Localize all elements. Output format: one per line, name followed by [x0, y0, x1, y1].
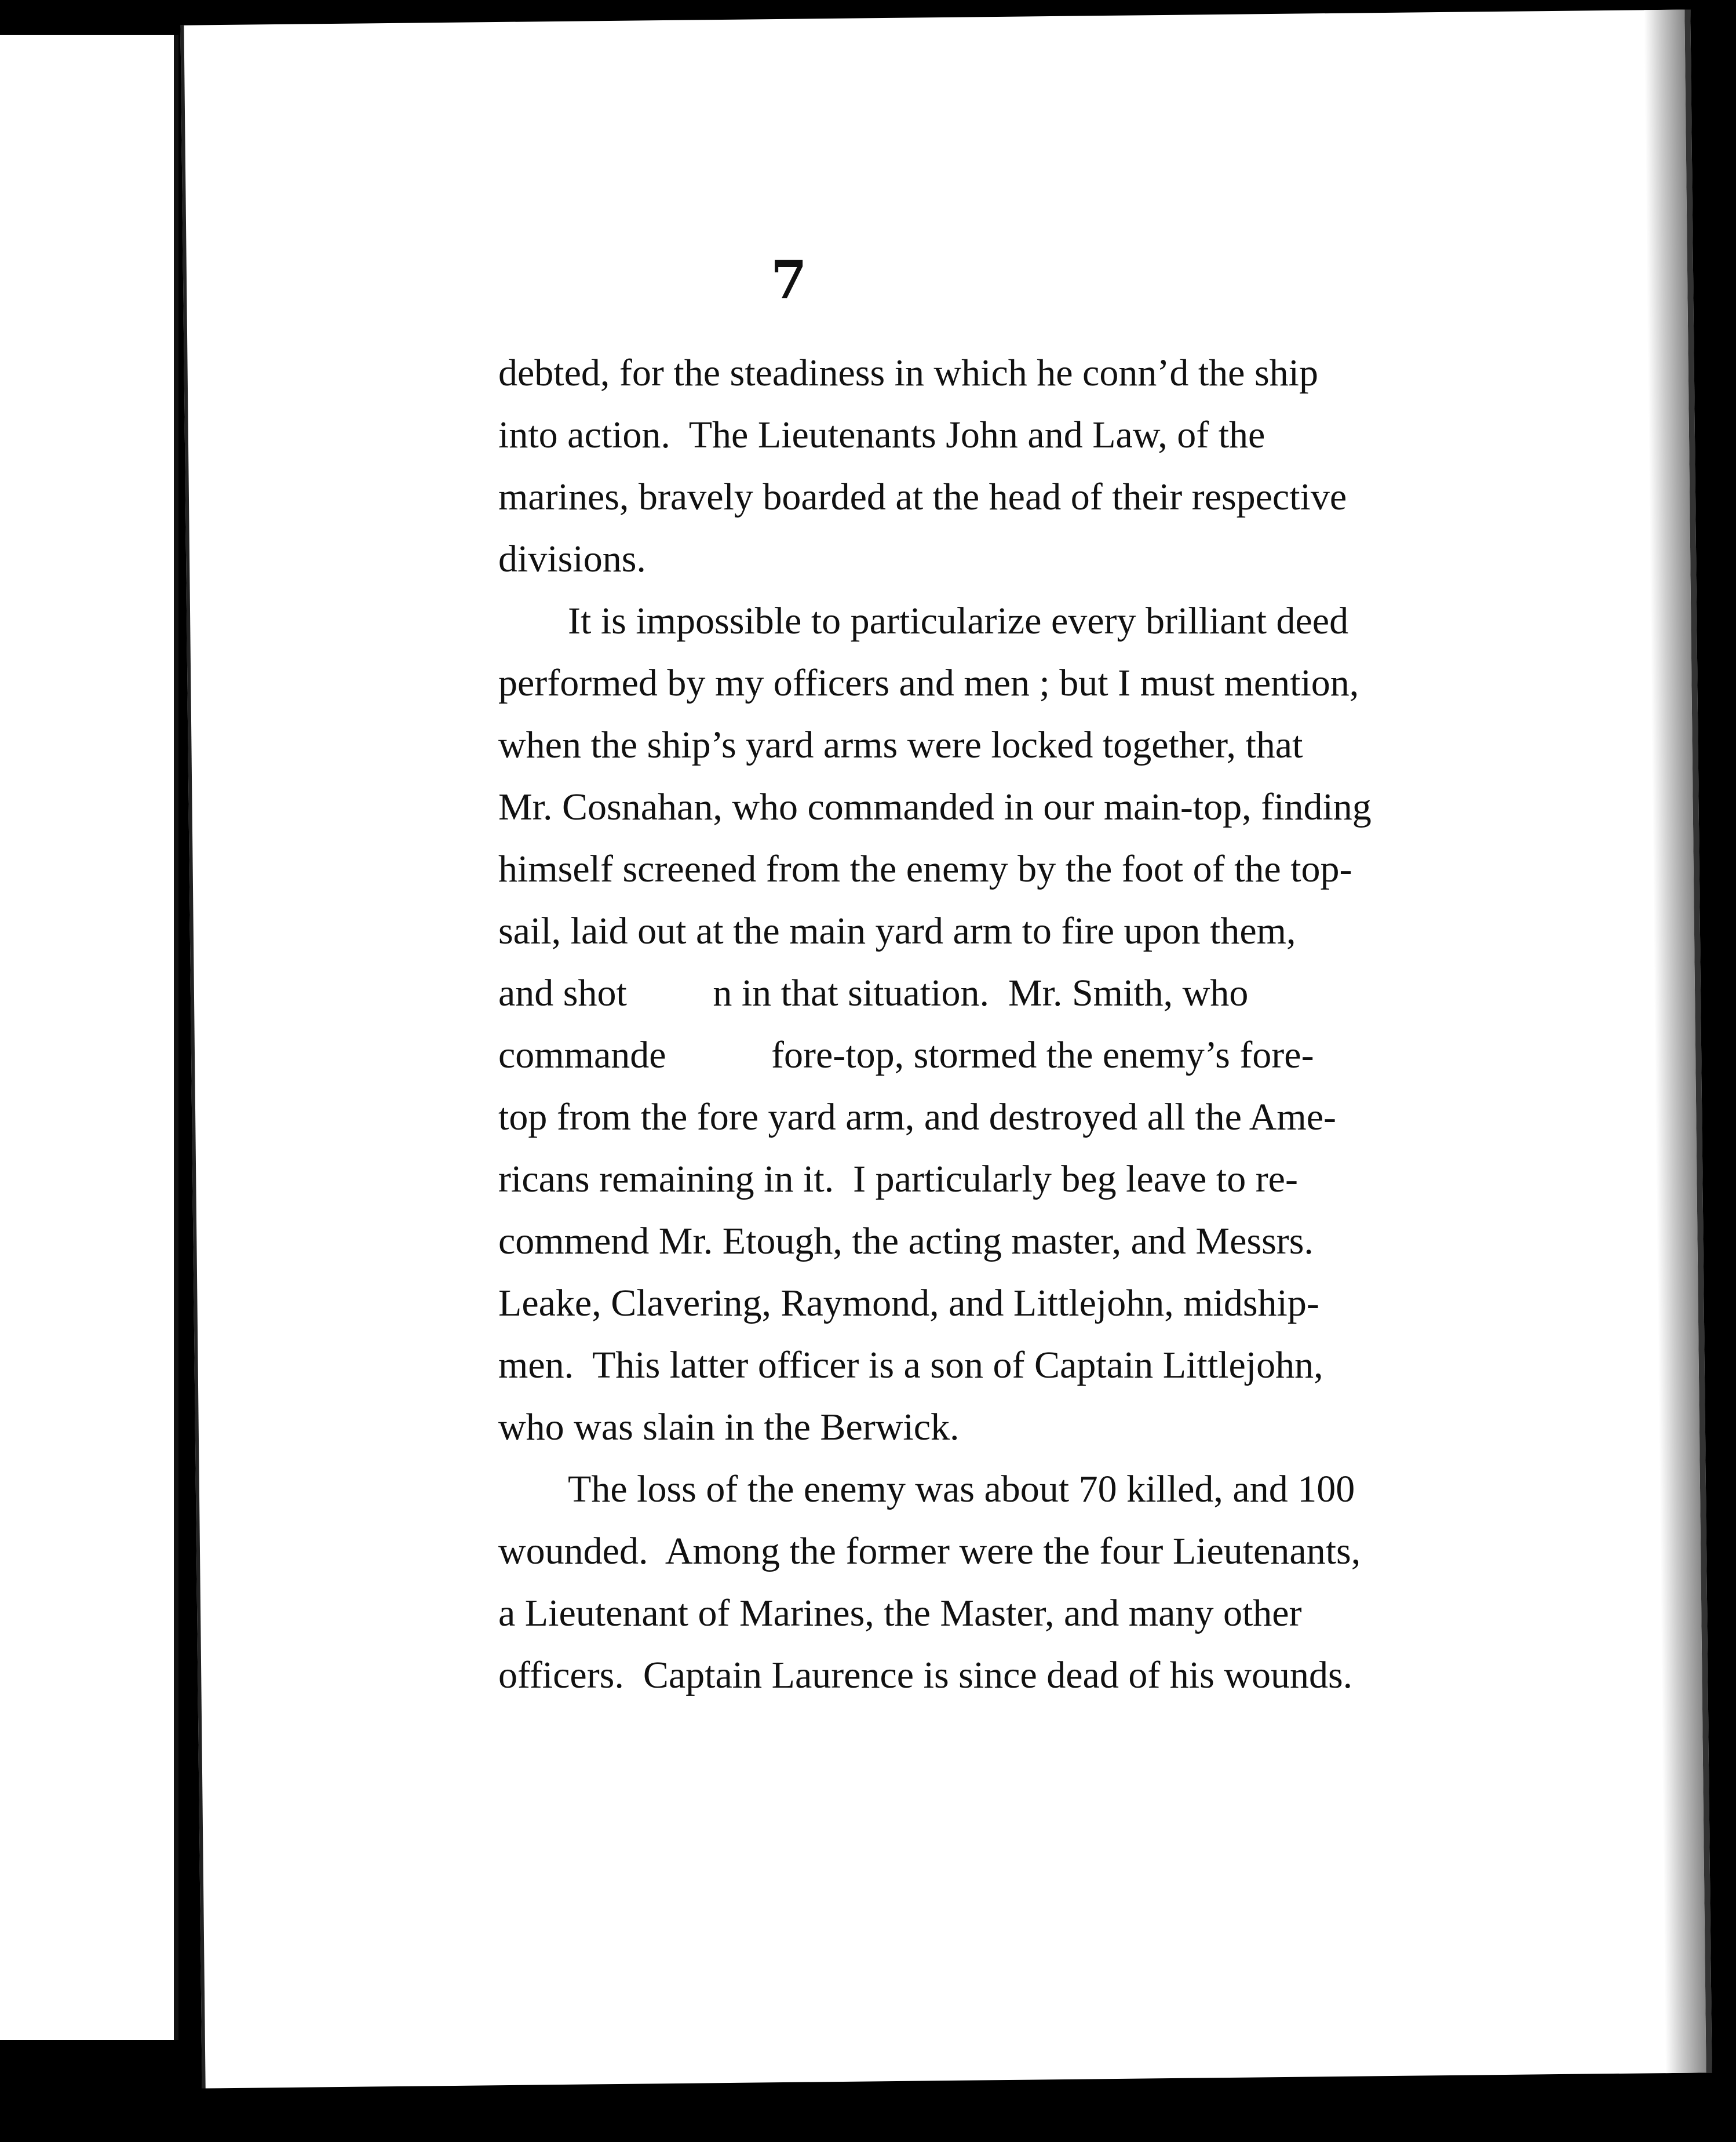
text-line: Leake, Clavering, Raymond, and Littlejohn, midship-	[498, 1282, 1319, 1324]
text-line: a Lieutenant of Marines, the Master, and many other	[498, 1592, 1302, 1634]
text-line: divisions.	[498, 538, 646, 580]
page-shadow-edge	[1644, 10, 1706, 2074]
text-line: top from the fore yard arm, and destroyed all the Ame-	[498, 1096, 1337, 1138]
text-line: wounded. Among the former were the four Lieutenants,	[498, 1530, 1361, 1572]
text-line: himself screened from the enemy by the foot of the top-	[498, 848, 1352, 890]
text-line: marines, bravely boarded at the head of their respective	[498, 476, 1347, 518]
text-line: It is impossible to particularize every brilliant deed	[568, 600, 1349, 642]
text-line: performed by my officers and men ; but I must mention,	[498, 662, 1359, 704]
left-page-edge	[0, 35, 178, 2040]
body-text	[498, 342, 1507, 1706]
text-line: and shot n in that situation. Mr. Smith, who	[498, 972, 1249, 1014]
text-line: debted, for the steadiness in which he conn’d the ship	[498, 352, 1318, 394]
text-line: into action. The Lieutenants John and Law, of the	[498, 414, 1265, 456]
text-line: The loss of the enemy was about 70 killed, and 100	[568, 1468, 1355, 1510]
page-number: 7	[771, 249, 807, 311]
paragraph	[498, 590, 1507, 1458]
text-line: when the ship’s yard arms were locked together, that	[498, 724, 1303, 766]
paragraph	[498, 1458, 1507, 1706]
text-line: ricans remaining in it. I particularly beg leave to re-	[498, 1158, 1298, 1200]
text-line: commend Mr. Etough, the acting master, and Messrs.	[498, 1220, 1314, 1262]
text-line: men. This latter officer is a son of Captain Littlejohn,	[498, 1344, 1323, 1386]
text-line: who was slain in the Berwick.	[498, 1406, 960, 1448]
text-line: sail, laid out at the main yard arm to fire upon them,	[498, 910, 1296, 952]
paragraph	[498, 342, 1507, 590]
text-line: officers. Captain Laurence is since dead of his wounds.	[498, 1654, 1353, 1696]
text-line: commande fore-top, stormed the enemy’s fore-	[498, 1034, 1314, 1076]
text-line: Mr. Cosnahan, who commanded in our main-top, finding	[498, 786, 1372, 828]
